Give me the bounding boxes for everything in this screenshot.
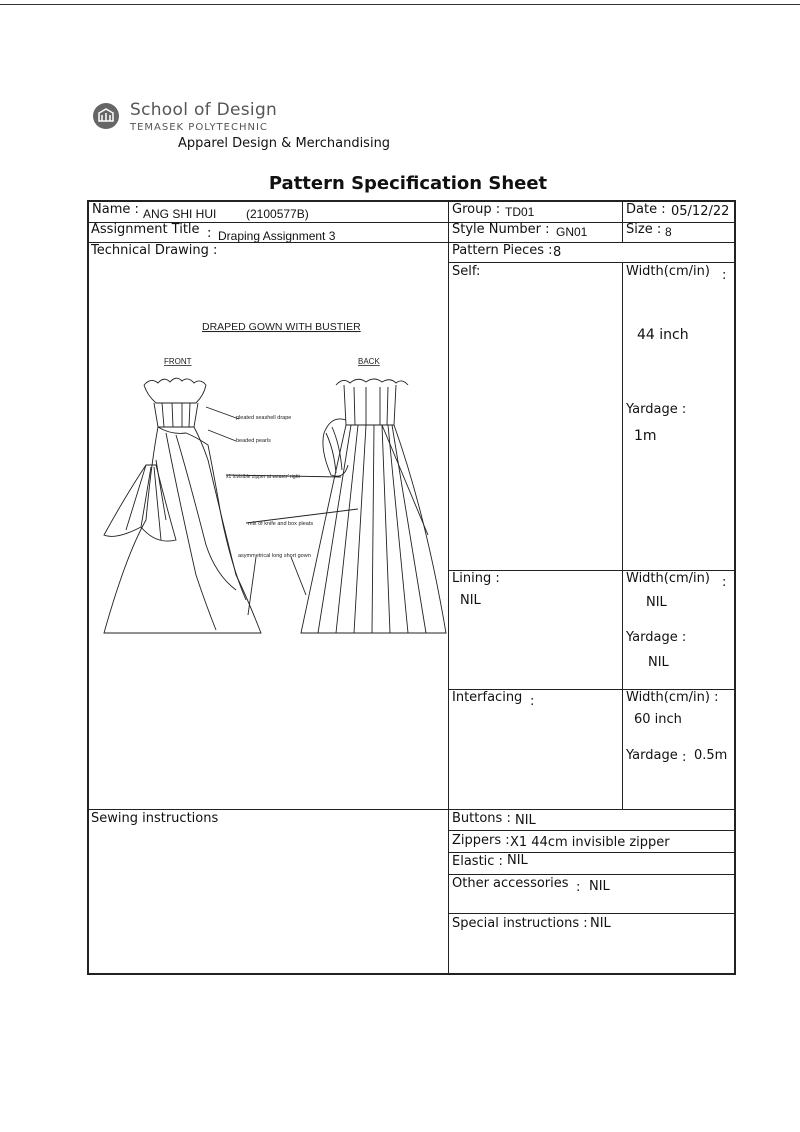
lining-width-label: Width(cm/in) [626,571,710,586]
column-divider [622,200,623,242]
row-divider [87,809,736,810]
buttons-value: NIL [515,813,536,828]
style-number-value: GN01 [556,225,588,239]
self-width-value: 44 inch [637,327,689,343]
self-width-label: Width(cm/in) [626,264,710,279]
date-value: 05/12/22 [671,204,730,219]
interfacing-label: Interfacing [452,690,523,705]
polytechnic-name: TEMASEK POLYTECHNIC [130,122,268,133]
assignment-title-label: Assignment Title [91,222,200,237]
drawing-back-label: BACK [358,357,380,366]
self-label: Self: [452,264,481,279]
lining-width-value: NIL [646,595,667,610]
interfacing-width-value: 60 inch [634,712,682,727]
self-width-colon: : [722,268,727,283]
row-divider [448,913,736,914]
sheet-title: Pattern Specification Sheet [268,173,548,194]
group-label: Group : [452,202,501,217]
row-divider [448,874,736,875]
annotation-label: x1 invisible zipper at wearer' right [226,474,300,480]
assignment-title-colon: : [207,226,212,241]
interfacing-colon: : [530,694,535,709]
size-label: Size : [626,222,662,237]
scan-edge-line [0,4,800,5]
lining-label: Lining : [452,571,500,586]
school-name: School of Design [130,100,278,120]
annotation-label: asymmetrical long short gown [238,553,311,559]
lining-yardage-value: NIL [648,655,669,670]
lining-width-colon: : [722,575,727,590]
special-instructions-label: Special instructions : [452,916,588,931]
row-divider [448,852,736,853]
name-label: Name : [92,202,139,217]
interfacing-yardage-colon: : [682,750,687,765]
pattern-pieces-label: Pattern Pieces : [452,243,553,258]
annotation-label: beaded pearls [236,438,271,444]
interfacing-yardage-label: Yardage [626,748,678,763]
lining-value: NIL [460,593,481,608]
size-value: 8 [665,225,672,239]
other-accessories-label: Other accessories [452,876,569,891]
special-instructions-value: NIL [590,916,611,931]
drawing-title: DRAPED GOWN WITH BUSTIER [202,321,361,333]
student-id-value: (2100577B) [246,207,309,221]
interfacing-yardage-value: 0.5m [694,748,728,763]
column-divider [448,200,449,975]
elastic-value: NIL [507,853,528,868]
annotation-label: pleated seashell drape [236,415,292,421]
pattern-pieces-value: 8 [553,245,562,260]
column-divider [622,262,623,809]
self-yardage-label: Yardage : [626,402,687,417]
group-value: TD01 [505,205,535,219]
zippers-label: Zippers : [452,833,510,848]
zippers-value: X1 44cm invisible zipper [510,835,670,850]
assignment-title-value: Draping Assignment 3 [218,229,336,243]
technical-drawing [96,315,448,635]
self-yardage-value: 1m [634,428,657,444]
drawing-front-label: FRONT [164,357,192,366]
elastic-label: Elastic : [452,854,503,869]
buttons-label: Buttons : [452,811,511,826]
annotation-label: mix of knife and box pleats [248,521,314,527]
row-divider [448,262,736,263]
style-number-label: Style Number : [452,222,550,237]
technical-drawing-label: Technical Drawing : [91,243,218,258]
sewing-instructions-label: Sewing instructions [91,811,219,826]
lining-yardage-label: Yardage : [626,630,687,645]
department-name: Apparel Design & Merchandising [178,136,391,151]
other-accessories-colon: : [576,880,581,895]
interfacing-width-label: Width(cm/in) : [626,690,719,705]
row-divider [448,830,736,831]
other-accessories-value: NIL [589,879,610,894]
school-logo-icon [92,102,120,130]
name-value: ANG SHI HUI [143,207,217,221]
date-label: Date : [626,202,666,217]
